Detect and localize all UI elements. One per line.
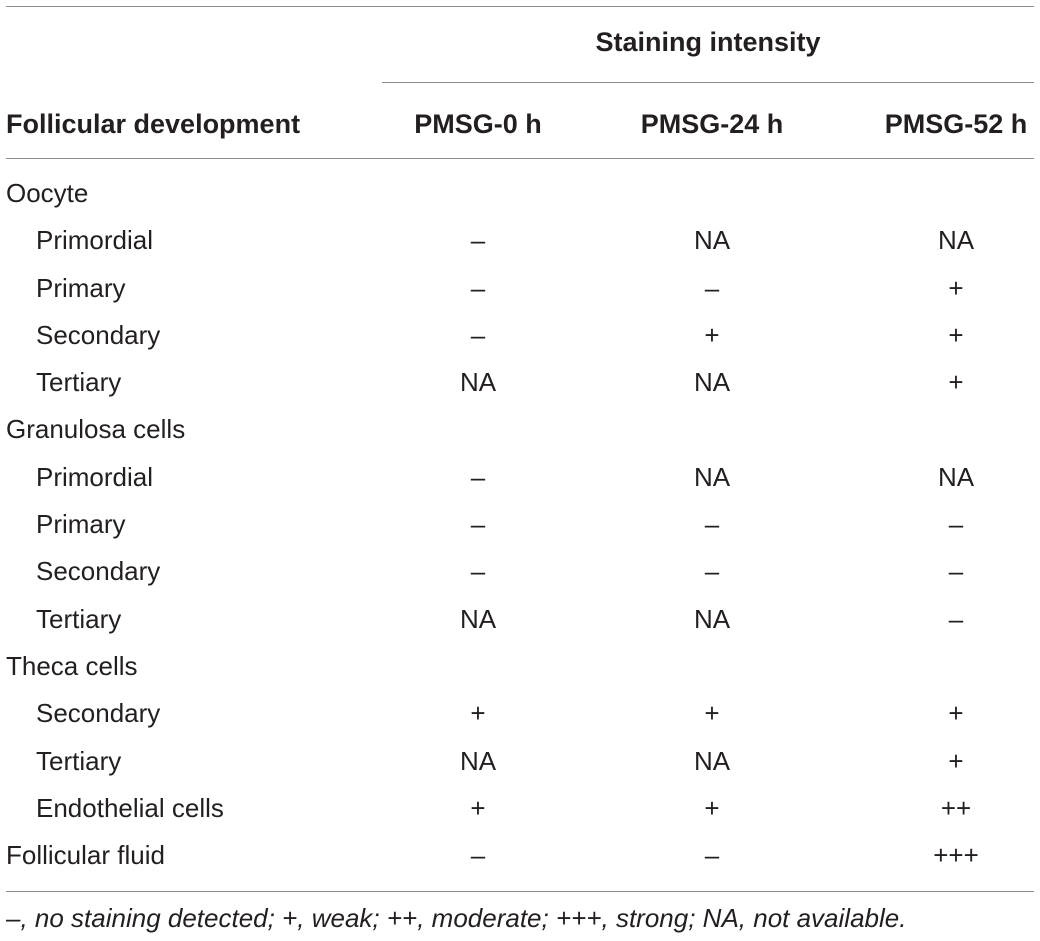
table-cell: NA (693, 461, 731, 492)
row-label: Primary (36, 509, 126, 540)
row-label: Primordial (36, 461, 154, 492)
table-cell: – (948, 603, 964, 634)
row-label: Tertiary (36, 603, 122, 634)
row-label: Secondary (36, 319, 161, 350)
table-cell: – (704, 509, 720, 540)
row-label: Endothelial cells (36, 792, 224, 823)
row-label: Follicular fluid (6, 840, 165, 871)
table-cell: – (470, 840, 486, 871)
table-cell: NA (693, 225, 731, 256)
table-cell: – (470, 461, 486, 492)
table-cell: NA (937, 225, 975, 256)
table-cell: NA (459, 745, 497, 776)
table-cell: – (470, 225, 486, 256)
table-cell: NA (693, 745, 731, 776)
table-cell: – (948, 509, 964, 540)
table-row (6, 643, 1034, 690)
table-cell: – (470, 509, 486, 540)
row-label: Primordial (36, 225, 154, 256)
table-cell: + (470, 698, 486, 729)
table-cell: + (704, 319, 720, 350)
table-row (6, 454, 1034, 501)
row-label: Secondary (36, 698, 161, 729)
table-cell: ++ (940, 792, 972, 823)
table-cell: NA (937, 461, 975, 492)
table-row (6, 596, 1034, 643)
table-body (6, 170, 1034, 879)
table-row (6, 359, 1034, 406)
table-cell: NA (693, 367, 731, 398)
table-cell: – (470, 319, 486, 350)
table-row (6, 832, 1034, 879)
table-cell: + (470, 792, 486, 823)
group-header-rule (382, 82, 1034, 83)
row-label: Theca cells (6, 650, 138, 681)
row-label: Oocyte (6, 178, 89, 208)
table-cell: +++ (933, 840, 979, 871)
table-row (6, 738, 1034, 785)
table-row (6, 312, 1034, 359)
table-cell: + (948, 272, 964, 303)
table-cell: – (948, 556, 964, 587)
table-cell: + (948, 367, 964, 398)
table-cell: – (704, 272, 720, 303)
column-header-pmsg-24h: PMSG-24 h (640, 109, 784, 139)
column-header-pmsg-0h: PMSG-0 h (414, 109, 542, 139)
table-cell: NA (459, 603, 497, 634)
table-cell: NA (459, 367, 497, 398)
table-cell: + (704, 698, 720, 729)
table-footnote: –, no staining detected; +, weak; ++, moderate; +++, strong; NA, not available. (6, 903, 907, 933)
table-cell: – (470, 272, 486, 303)
row-label: Tertiary (36, 745, 122, 776)
table-cell: – (704, 840, 720, 871)
table-cell: + (948, 319, 964, 350)
table-row (6, 690, 1034, 737)
table-row (6, 217, 1034, 264)
table-row (6, 548, 1034, 595)
table-cell: + (948, 698, 964, 729)
table-row (6, 501, 1034, 548)
table-row (6, 785, 1034, 832)
table-top-rule (6, 6, 1034, 7)
row-label: Granulosa cells (6, 414, 186, 445)
row-label: Secondary (36, 556, 161, 587)
column-header-pmsg-52h: PMSG-52 h (884, 109, 1028, 139)
header-rule (6, 158, 1034, 159)
group-header-staining-intensity: Staining intensity (595, 27, 821, 57)
table-row (6, 406, 1034, 453)
table-row (6, 265, 1034, 312)
table-row (6, 170, 1034, 217)
table-cell: + (704, 792, 720, 823)
table-cell: – (704, 556, 720, 587)
row-label: Primary (36, 272, 126, 303)
column-header-follicular-development: Follicular development (6, 109, 301, 139)
table-cell: + (948, 745, 964, 776)
table-cell: NA (693, 603, 731, 634)
table-bottom-rule (6, 891, 1034, 892)
row-label: Tertiary (36, 367, 122, 398)
table-cell: – (470, 556, 486, 587)
